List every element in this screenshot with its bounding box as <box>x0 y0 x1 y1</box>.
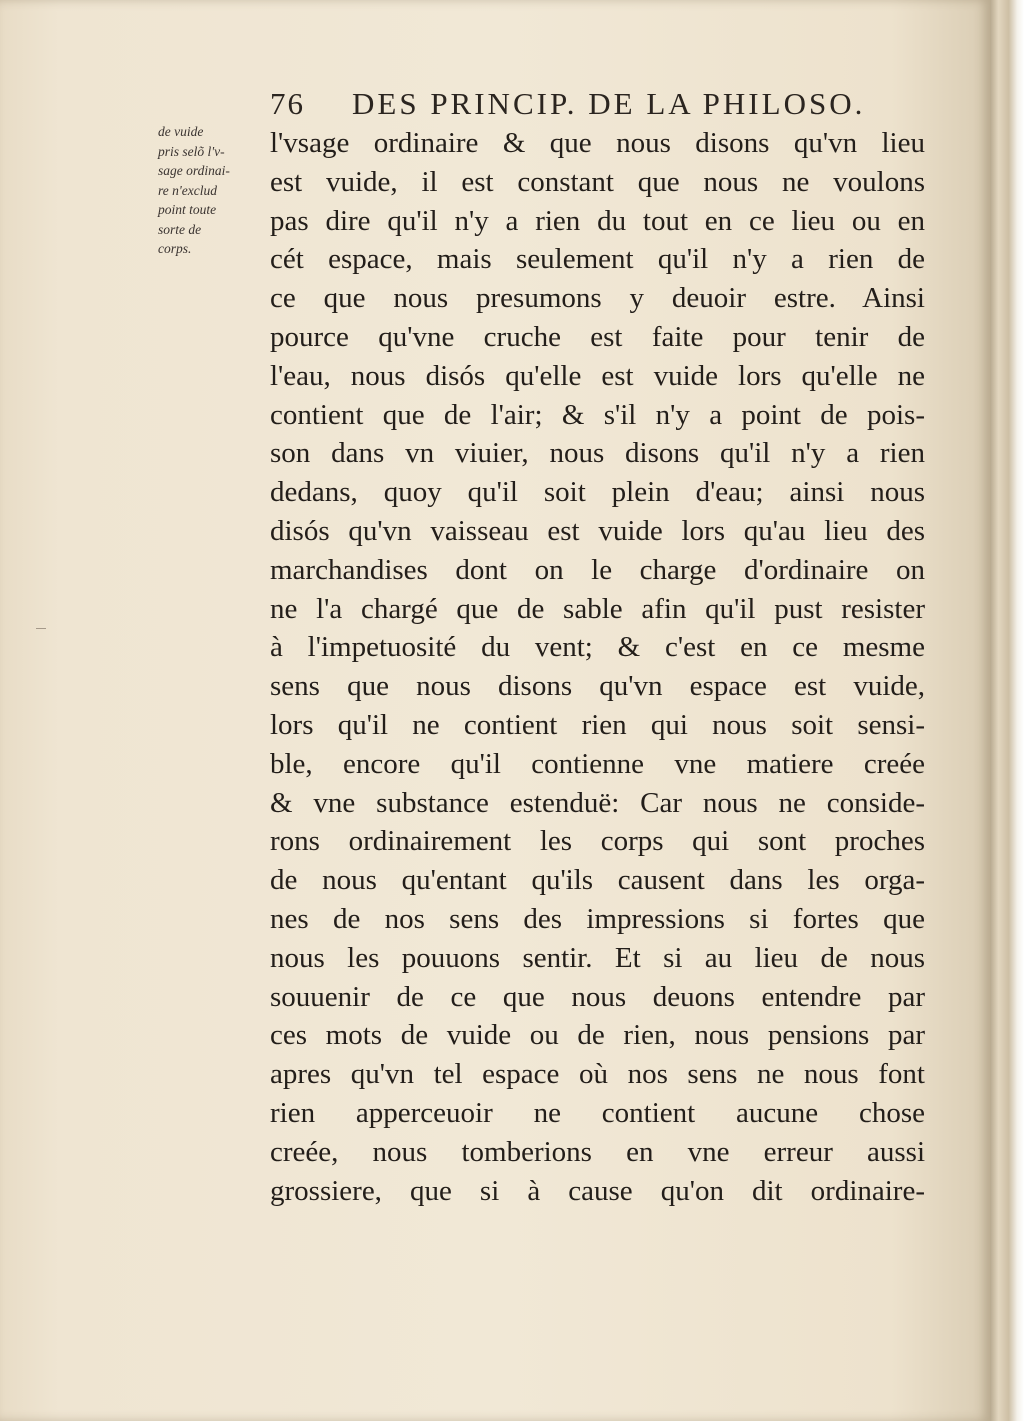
text-line: dedans, quoy qu'il soit plein d'eau; ainsi nous <box>270 476 925 509</box>
page-mark <box>36 628 46 629</box>
page-number: 76 <box>270 86 305 121</box>
margin-note <box>158 122 258 259</box>
page-header <box>270 86 910 126</box>
text-line: apres qu'vn tel espace où nos sens ne nous font <box>270 1058 925 1091</box>
text-line: nes de nos sens des impressions si fortes que <box>270 902 925 935</box>
text-line: cét espace, mais seulement qu'il n'y a rien de <box>270 243 925 276</box>
margin-note-line: re n'exclud <box>158 182 217 198</box>
text-line: l'vsage ordinaire & que nous disons qu'vn lieu <box>270 127 925 159</box>
text-line: à l'impetuosité du vent; & c'est en ce mesme <box>270 631 925 664</box>
text-line: pource qu'vne cruche est faite pour tenir de <box>270 320 925 353</box>
body-text <box>270 124 925 1210</box>
margin-note-line: de vuide <box>158 124 204 139</box>
margin-note-line: sage ordinai- <box>158 163 230 178</box>
text-line: ble, encore qu'il contienne vne matiere creée <box>270 747 925 780</box>
text-line: de nous qu'entant qu'ils causent dans les orga- <box>270 864 925 897</box>
text-line: l'eau, nous disós qu'elle est vuide lors qu'elle ne <box>270 359 925 392</box>
text-line: contient que de l'air; & s'il n'y a point de pois- <box>270 398 925 431</box>
margin-note-line: corps. <box>158 241 192 256</box>
text-line: lors qu'il ne contient rien qui nous soit sensi- <box>270 708 925 741</box>
text-line: ne l'a chargé que de sable afin qu'il pust resister <box>270 592 925 625</box>
text-line: disós qu'vn vaisseau est vuide lors qu'au lieu des <box>270 514 925 547</box>
text-line: marchandises dont on le charge d'ordinaire on <box>270 553 925 586</box>
margin-note-line: pris selõ l'v- <box>158 143 225 159</box>
text-line: pas dire qu'il n'y a rien du tout en ce lieu ou en <box>270 204 925 237</box>
text-line: son dans vn viuier, nous disons qu'il n'y a rien <box>270 437 925 470</box>
margin-note-line: sorte de <box>158 221 202 237</box>
text-line: & vne substance estenduë: Car nous ne conside- <box>270 786 925 819</box>
text-line: grossiere, que si à cause qu'on dit ordinaire- <box>270 1174 925 1207</box>
text-line: rien apperceuoir ne contient aucune chose <box>270 1096 925 1129</box>
text-line: sens que nous disons qu'vn espace est vuide, <box>270 670 925 703</box>
text-line: souuenir de ce que nous deuons entendre par <box>270 980 925 1013</box>
text-line: ces mots de vuide ou de rien, nous pensions par <box>270 1019 925 1052</box>
text-line: nous les pouuons sentir. Et si au lieu de nous <box>270 941 925 974</box>
margin-note-line: point toute <box>158 202 217 217</box>
page-edge <box>990 0 1024 1421</box>
text-line: creée, nous tomberions en vne erreur aussi <box>270 1135 925 1168</box>
text-line: rons ordinairement les corps qui sont proches <box>270 825 925 858</box>
text-line: est vuide, il est constant que nous ne voulons <box>270 165 925 198</box>
text-line: ce que nous presumons y deuoir estre. Ainsi <box>270 282 925 315</box>
running-head: DES PRINCIP. DE LA PHILOSO. <box>352 86 866 121</box>
